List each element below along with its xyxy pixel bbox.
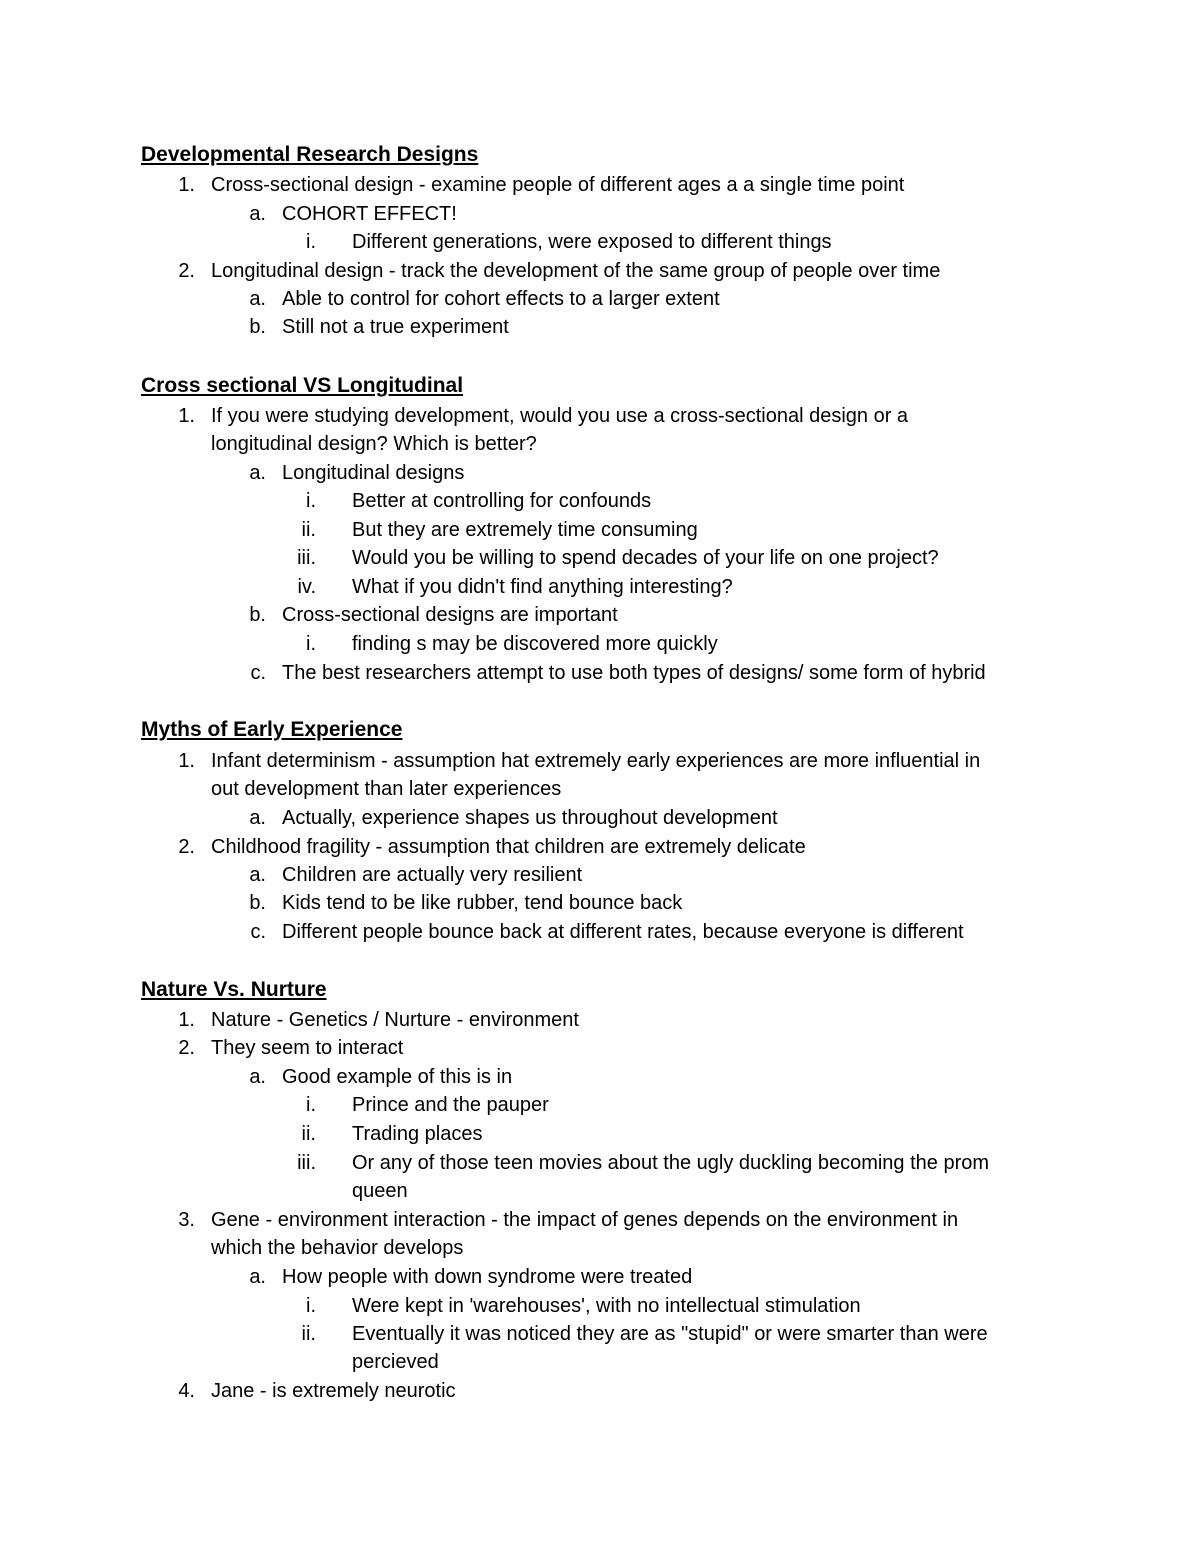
list-marker: i. xyxy=(306,231,316,253)
list-item-text: Were kept in 'warehouses', with no intellectual stimulation xyxy=(352,1295,861,1317)
list-item-text: Eventually it was noticed they are as "stupid" or were smarter than were xyxy=(352,1323,988,1345)
list-marker: a. xyxy=(249,807,266,829)
list-item-text: Better at controlling for confounds xyxy=(352,490,652,512)
section-heading: Myths of Early Experience xyxy=(141,718,403,741)
list-item-text: Prince and the pauper xyxy=(352,1094,549,1116)
list-marker: i. xyxy=(306,1094,316,1116)
list-marker: i. xyxy=(306,490,316,512)
list-marker: i. xyxy=(306,633,316,655)
list-item-text: Good example of this is in xyxy=(282,1066,513,1088)
list-item-text: Cross-sectional designs are important xyxy=(282,604,618,626)
list-item-text: Different generations, were exposed to different things xyxy=(352,231,832,253)
list-marker: ii. xyxy=(301,1123,316,1145)
list-item-text: Or any of those teen movies about the ugly duckling becoming the prom xyxy=(352,1152,990,1174)
list-item-text: Longitudinal designs xyxy=(282,462,465,484)
list-marker: a. xyxy=(249,288,266,310)
list-item-text: What if you didn't find anything interesting? xyxy=(352,576,733,598)
list-item-text: Cross-sectional design - examine people of different ages a a single time point xyxy=(211,174,905,196)
list-item-text: Children are actually very resilient xyxy=(282,864,583,886)
list-marker: b. xyxy=(249,604,266,626)
list-marker: c. xyxy=(250,662,266,684)
list-item-text: queen xyxy=(352,1180,408,1202)
list-item-text: COHORT EFFECT! xyxy=(282,203,457,225)
list-item-text: Nature - Genetics / Nurture - environment xyxy=(211,1009,579,1031)
list-marker: 1. xyxy=(178,750,195,772)
list-item-text: finding s may be discovered more quickly xyxy=(352,633,718,655)
list-marker: 1. xyxy=(178,405,195,427)
list-marker: ii. xyxy=(301,519,316,541)
list-marker: 3. xyxy=(178,1209,195,1231)
list-item-text: longitudinal design? Which is better? xyxy=(211,433,537,455)
list-item-text: Would you be willing to spend decades of your life on one project? xyxy=(352,547,939,569)
list-marker: b. xyxy=(249,892,266,914)
list-marker: iv. xyxy=(297,576,316,598)
list-item-text: Infant determinism - assumption hat extremely early experiences are more influential in xyxy=(211,750,981,772)
list-marker: 1. xyxy=(178,1009,195,1031)
list-item-text: Actually, experience shapes us throughout development xyxy=(282,807,778,829)
list-item-text: out development than later experiences xyxy=(211,778,562,800)
list-marker: 1. xyxy=(178,174,195,196)
list-item-text: Jane - is extremely neurotic xyxy=(211,1380,456,1402)
list-item-text: Gene - environment interaction - the impact of genes depends on the environment in xyxy=(211,1209,959,1231)
list-item-text: Kids tend to be like rubber, tend bounce back xyxy=(282,892,683,914)
list-item-text: They seem to interact xyxy=(211,1037,404,1059)
list-item-text: Different people bounce back at different rates, because everyone is different xyxy=(282,921,964,943)
section-heading: Nature Vs. Nurture xyxy=(141,978,327,1001)
list-item-text: The best researchers attempt to use both types of designs/ some form of hybrid xyxy=(282,662,986,684)
list-marker: 2. xyxy=(178,1037,195,1059)
list-item-text: Able to control for cohort effects to a larger extent xyxy=(282,288,720,310)
list-item-text: Trading places xyxy=(352,1123,483,1145)
list-marker: 2. xyxy=(178,836,195,858)
list-marker: 2. xyxy=(178,260,195,282)
section-heading: Developmental Research Designs xyxy=(141,143,479,166)
list-item-text: How people with down syndrome were treated xyxy=(282,1266,693,1288)
list-item-text: Still not a true experiment xyxy=(282,316,509,338)
list-marker: b. xyxy=(249,316,266,338)
list-marker: iii. xyxy=(297,1152,316,1174)
list-marker: iii. xyxy=(297,547,316,569)
list-marker: ii. xyxy=(301,1323,316,1345)
list-item-text: If you were studying development, would you use a cross-sectional design or a xyxy=(211,405,909,427)
list-marker: a. xyxy=(249,1266,266,1288)
list-marker: a. xyxy=(249,462,266,484)
list-item-text: Childhood fragility - assumption that children are extremely delicate xyxy=(211,836,806,858)
list-marker: 4. xyxy=(178,1380,195,1402)
list-marker: a. xyxy=(249,1066,266,1088)
list-item-text: Longitudinal design - track the development of the same group of people over time xyxy=(211,260,941,282)
list-marker: i. xyxy=(306,1295,316,1317)
list-marker: a. xyxy=(249,864,266,886)
list-item-text: But they are extremely time consuming xyxy=(352,519,698,541)
list-marker: c. xyxy=(250,921,266,943)
list-marker: a. xyxy=(249,203,266,225)
section-heading: Cross sectional VS Longitudinal xyxy=(141,374,464,397)
list-item-text: percieved xyxy=(352,1351,439,1373)
list-item-text: which the behavior develops xyxy=(211,1237,464,1259)
